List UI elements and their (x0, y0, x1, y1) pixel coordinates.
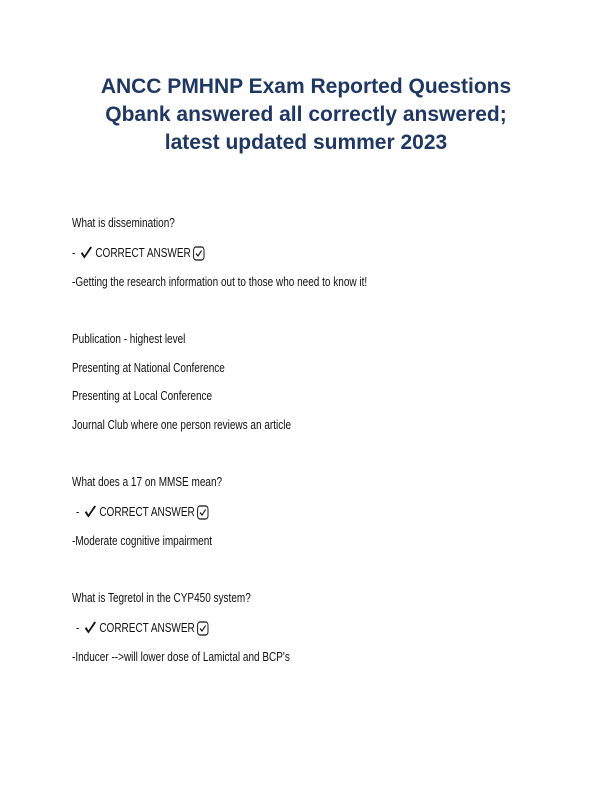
answer-2: -Moderate cognitive impairment (72, 534, 213, 548)
dissemination-level-3: Presenting at Local Conference (72, 389, 213, 403)
correct-answer-label: CORRECT ANSWER (99, 505, 195, 519)
answer-prefix: - (72, 246, 76, 260)
heavy-check-mark-icon (80, 246, 93, 260)
answer-prefix: - (76, 505, 80, 519)
checked-box-icon (197, 505, 209, 520)
question-3: What is Tegretol in the CYP450 system? (72, 591, 251, 605)
correct-answer-label: CORRECT ANSWER (95, 246, 191, 260)
correct-answer-label: CORRECT ANSWER (99, 621, 195, 635)
title-line-1: ANCC PMHNP Exam Reported Questions (100, 75, 512, 98)
title-line-3: latest updated summer 2023 (164, 131, 448, 154)
correct-answer-row-2 (76, 504, 209, 520)
dissemination-level-1: Publication - highest level (72, 332, 186, 346)
answer-3: -Inducer -->will lower dose of Lamictal and BCP's (72, 650, 290, 664)
question-1: What is dissemination? (72, 216, 175, 230)
title-line-2: Qbank answered all correctly answered; (105, 103, 507, 126)
heavy-check-mark-icon (84, 505, 97, 519)
dissemination-level-4: Journal Club where one person reviews an article (72, 418, 292, 432)
checked-box-icon (197, 621, 209, 636)
checked-box-icon (193, 246, 205, 261)
document-title (60, 73, 552, 157)
heavy-check-mark-icon (84, 621, 97, 635)
answer-1: -Getting the research information out to those who need to know it! (72, 275, 368, 289)
question-2: What does a 17 on MMSE mean? (72, 475, 223, 489)
correct-answer-row-3 (76, 620, 209, 636)
answer-prefix: - (76, 621, 80, 635)
dissemination-level-2: Presenting at National Conference (72, 361, 225, 375)
correct-answer-row-1 (72, 245, 205, 261)
